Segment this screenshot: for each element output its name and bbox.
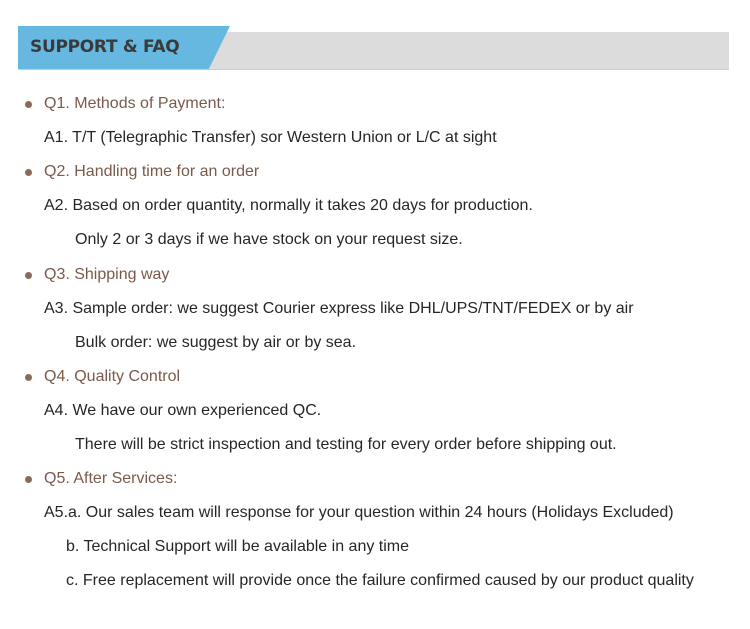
faq-answer-3: A3. Sample order: we suggest Courier express like DHL/UPS/TNT/FEDEX or by air xyxy=(44,300,634,317)
bullet-icon xyxy=(25,476,32,483)
faq-answer-1: A1. T/T (Telegraphic Transfer) sor Western Union or L/C at sight xyxy=(44,129,497,146)
bullet-icon xyxy=(25,101,32,108)
faq-answer-2-continued: Only 2 or 3 days if we have stock on your request size. xyxy=(75,231,463,248)
bullet-icon xyxy=(25,374,32,381)
page-title: SUPPORT & FAQ xyxy=(30,37,180,57)
bullet-icon xyxy=(25,272,32,279)
faq-answer-2: A2. Based on order quantity, normally it takes 20 days for production. xyxy=(44,197,533,214)
faq-question-5: Q5. After Services: xyxy=(44,470,178,487)
faq-answer-5b: b. Technical Support will be available in any time xyxy=(66,538,410,555)
faq-question-1: Q1. Methods of Payment: xyxy=(44,95,226,112)
faq-answer-5c: c. Free replacement will provide once the failure confirmed caused by our product quality xyxy=(66,572,694,589)
faq-answer-3-continued: Bulk order: we suggest by air or by sea. xyxy=(75,334,357,351)
faq-question-4: Q4. Quality Control xyxy=(44,368,181,385)
bullet-icon xyxy=(25,169,32,176)
faq-answer-5: A5.a. Our sales team will response for your question within 24 hours (Holidays Excluded) xyxy=(44,504,674,521)
faq-question-2: Q2. Handling time for an order xyxy=(44,163,260,180)
faq-answer-4: A4. We have our own experienced QC. xyxy=(44,402,322,419)
section-header xyxy=(18,26,729,69)
faq-answer-4-continued: There will be strict inspection and testing for every order before shipping out. xyxy=(75,436,617,453)
faq-question-3: Q3. Shipping way xyxy=(44,266,170,283)
